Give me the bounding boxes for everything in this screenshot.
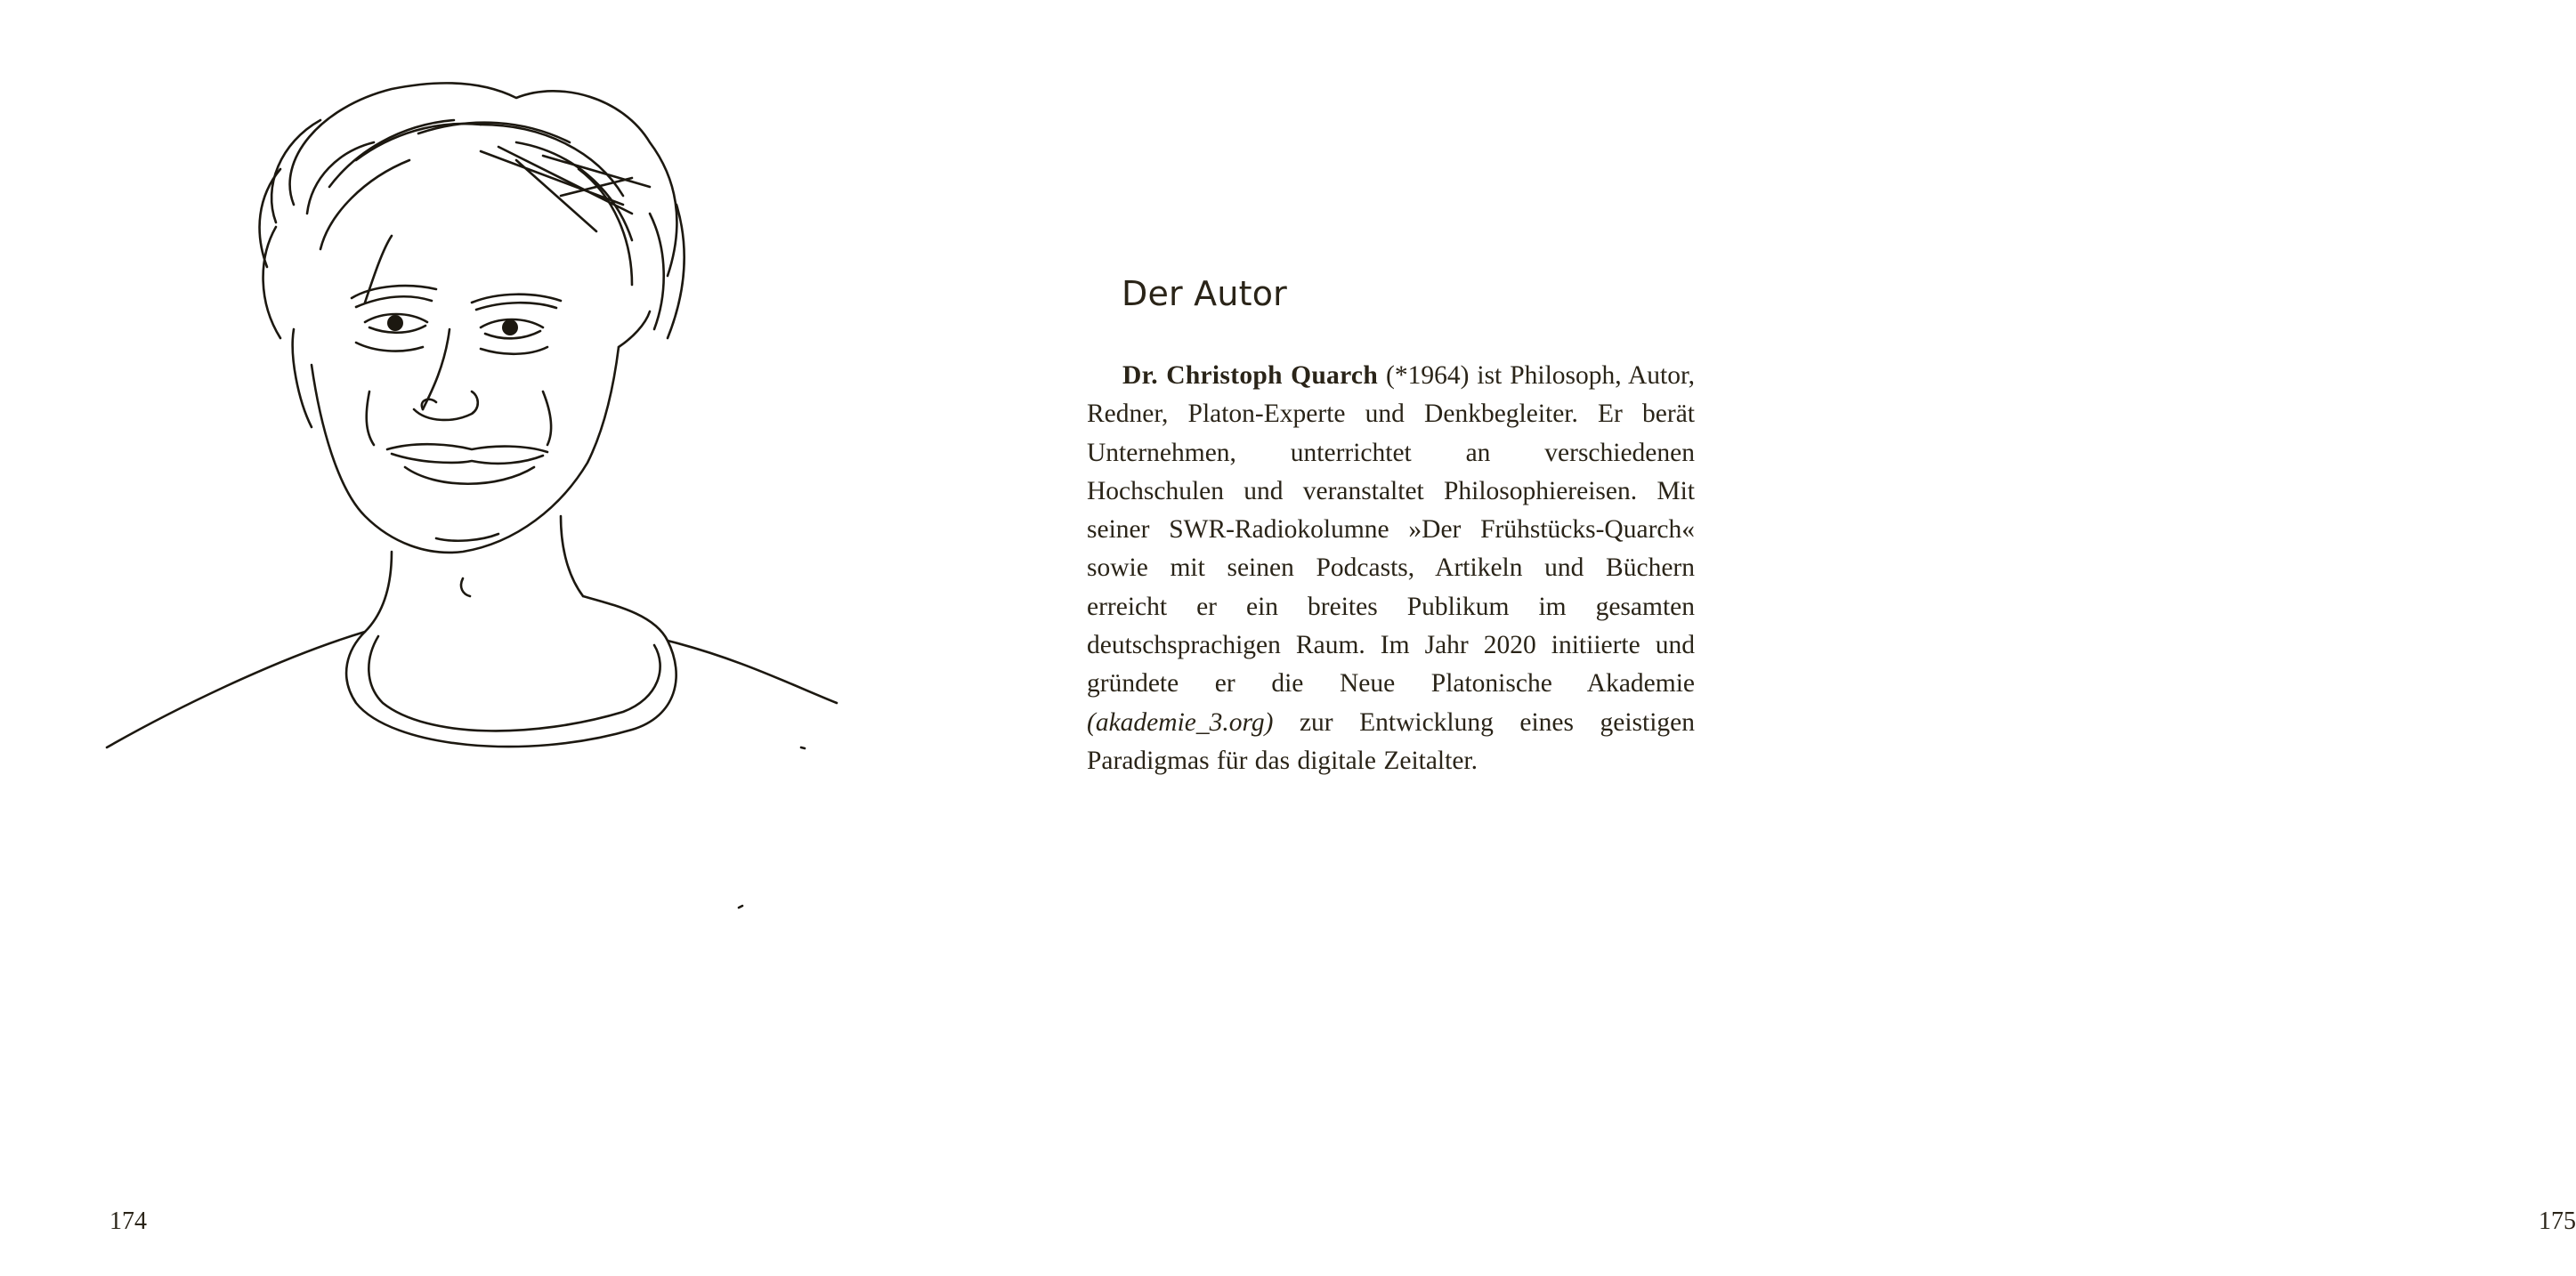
author-bio	[1087, 357, 1695, 780]
section-heading: Der Autor	[1122, 274, 1287, 313]
author-name: Dr. Christoph Quarch	[1122, 361, 1379, 390]
left-page	[0, 0, 890, 1276]
page-number-right: 175	[2539, 1207, 2576, 1235]
bio-text-end: zur Entwicklung eines geistigen Paradigmas für das digitale Zeitalter.	[1087, 707, 1695, 775]
bio-text: (*1964) ist Philosoph, Autor, Redner, Platon-Experte und Denkbegleiter. Er berät Unternehmen, unterrichtet an verschiedenen Hochschulen und veranstaltet Philosophiereisen. Mit seiner SWR-Radiokolumne »Der Frühstücks-Quarch« sowie mit seinen Podcasts, Artikeln und Büchern erreicht er ein breites Publikum im gesamten deutschsprachigen Raum. Im Jahr 2020 initiierte und gründete er die Neue Platonische Akademie	[1087, 361, 1695, 699]
academy-link[interactable]: (akademie_3.org)	[1087, 707, 1274, 737]
author-portrait-drawing	[98, 71, 846, 836]
page-number-left: 174	[109, 1207, 147, 1235]
right-page	[890, 0, 2576, 1276]
